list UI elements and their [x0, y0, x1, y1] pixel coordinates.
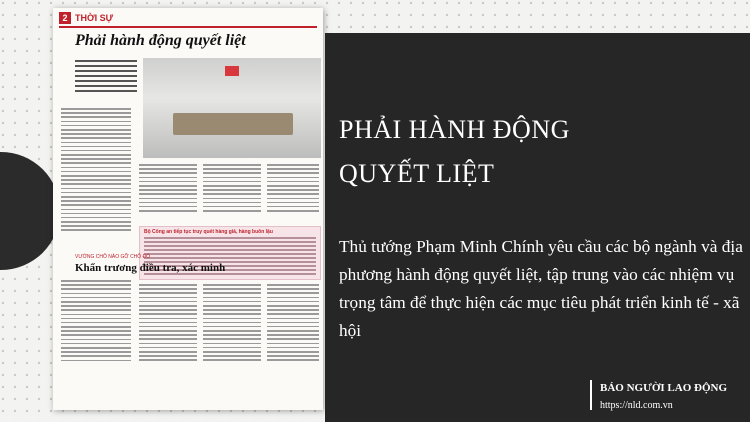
newspaper-headline: Phải hành động quyết liệt [75, 32, 246, 49]
newspaper-column-2 [139, 164, 197, 214]
main-headline-line-2: QUYẾT LIỆT [339, 159, 495, 188]
footer-url[interactable]: https://nld.com.vn [600, 400, 673, 411]
newspaper-column-5 [61, 280, 131, 364]
newspaper-column-4 [267, 164, 319, 214]
newspaper-page-number: 2 [59, 12, 71, 24]
newspaper-box-title: Bộ Công an tiếp tục truy quét hàng giả, hàng buôn lậu [144, 229, 273, 235]
newspaper-masthead [59, 12, 317, 28]
newspaper-column-6 [139, 284, 197, 364]
newspaper-sub-headline: Khẩn trương điều tra, xác minh [75, 262, 226, 274]
newspaper-lead-text [75, 60, 137, 100]
main-headline-line-1: PHẢI HÀNH ĐỘNG [339, 115, 570, 144]
newspaper-page-image [53, 8, 323, 410]
footer-divider [590, 380, 592, 410]
footer-brand: BÁO NGƯỜI LAO ĐỘNG [600, 382, 728, 394]
newspaper-column-1 [61, 108, 131, 234]
summary-text: Thủ tướng Phạm Minh Chính yêu cầu các bộ ngành và địa phương hành động quyết liệt, tập trung vào các nhiệm vụ trọng tâm để thực hiện các mục tiêu phát triển kinh tế - xã hội [339, 237, 743, 340]
newspaper-photo [143, 58, 321, 158]
dark-panel [325, 33, 750, 422]
flag-graphic [225, 66, 239, 76]
newspaper-section-label: THỜI SỰ [75, 13, 114, 23]
main-headline [339, 108, 729, 196]
newspaper-sub-label: VƯỚNG CHỖ NÀO GỠ CHỖ ĐÓ [75, 254, 151, 260]
meeting-table-graphic [173, 113, 293, 135]
newspaper-column-7 [203, 284, 261, 364]
newspaper-column-8 [267, 284, 319, 364]
newspaper-column-3 [203, 164, 261, 214]
